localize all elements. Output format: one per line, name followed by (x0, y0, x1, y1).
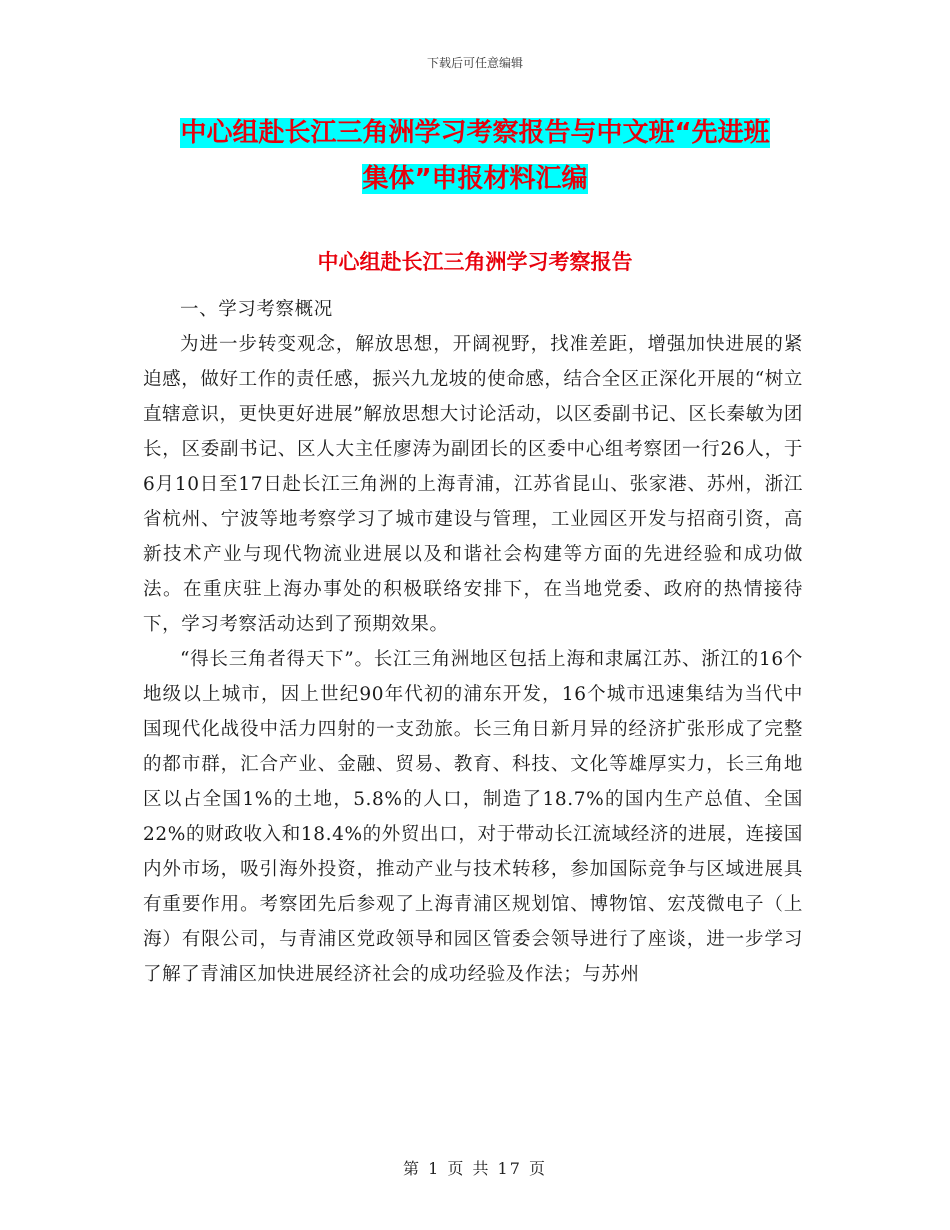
paragraph-heading-overview: 一、学习考察概况 (180, 299, 333, 320)
header-note: 下载后可任意编辑 (426, 56, 523, 70)
paragraph: 为进一步转变观念，解放思想，开阔视野，找准差距，增强加快进展的紧迫感，做好工作的责任感，振兴九龙坡的使命感，结合全区正深化开展的“树立直辖意识，更快更好进展”解放思想大讨论活动，以区委副书记、区长秦敏为团长，区委副书记、区人大主任廖涛为副团长的区委中心组考察团一行26人，于6月10日至17日赴长江三角洲的上海青浦，江苏省昆山、张家港、苏州，浙江省杭州、宁波等地考察学习了城市建设与管理，工业园区开发与招商引资，高新技术产业与现代物流业进展以及和谐社会构建等方面的先进经验和成功做法。在重庆驻上海办事处的积极联络安排下，在当地党委、政府的热情接待下，学习考察活动达到了预期效果。 (143, 334, 803, 635)
document-title-line-1: 中心组赴长江三角洲学习考察报告与中文班“先进班 (180, 118, 770, 148)
section-title: 中心组赴长江三角洲学习考察报告 (317, 250, 633, 274)
document-title (150, 110, 800, 202)
page-number: 第 1 页 共 17 页 (403, 1159, 547, 1178)
document-title-line-2: 集体”申报材料汇编 (362, 164, 588, 194)
document-body (143, 292, 803, 992)
paragraph: “得长三角者得天下”。长江三角洲地区包括上海和隶属江苏、浙江的16个地级以上城市，因上世纪90年代初的浦东开发，16个城市迅速集结为当代中国现代化战役中活力四射的一支劲旅。长三角日新月异的经济扩张形成了完整的都市群，汇合产业、金融、贸易、教育、科技、文化等雄厚实力，长三角地区以占全国1%的土地，5.8%的人口，制造了18.7%的国内生产总值、全国22%的财政收入和18.4%的外贸出口，对于带动长江流域经济的进展，连接国内外市场，吸引海外投资，推动产业与技术转移，参加国际竞争与区域进展具有重要作用。考察团先后参观了上海青浦区规划馆、博物馆、宏茂微电子（上海）有限公司，与青浦区党政领导和园区管委会领导进行了座谈，进一步学习了解了青浦区加快进展经济社会的成功经验及作法；与苏州 (143, 649, 803, 985)
